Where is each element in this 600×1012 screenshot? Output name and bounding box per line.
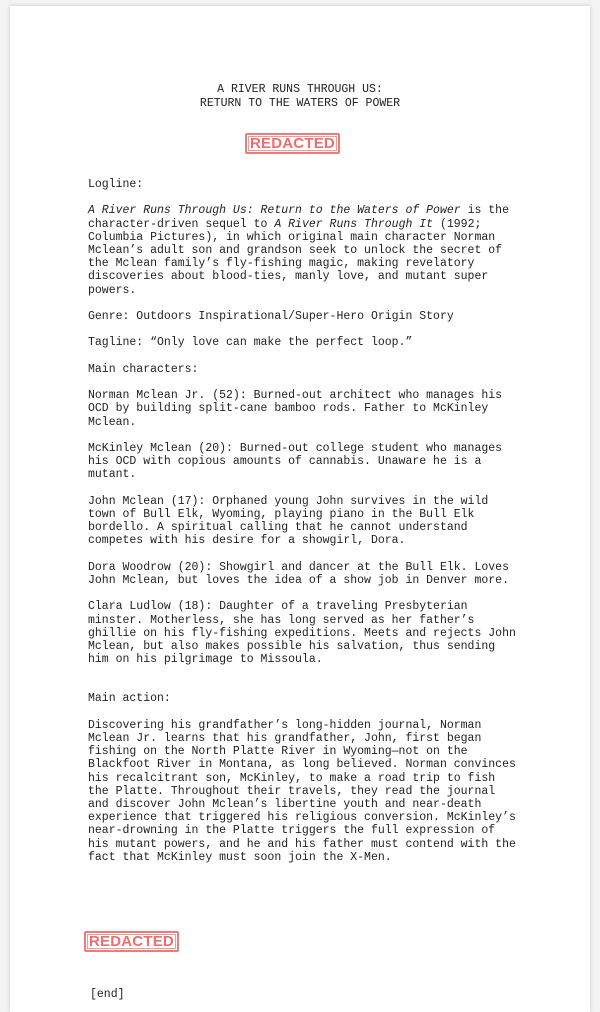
character-entry: Clara Ludlow (18): Daughter of a traveling Presbyterian minster. Motherless, she has long served as her father’s ghillie on his fly-fishing expeditions. Meets and rejects John Mclean, but also makes possible his salvation, thus sending him on his pilgrimage to Missoula. <box>88 600 516 667</box>
title-line-1: A RIVER RUNS THROUGH US: <box>217 83 383 96</box>
title-line-2: RETURN TO THE WATERS OF POWER <box>199 97 401 110</box>
genre-line: Genre: Outdoors Inspirational/Super-Hero Origin Story <box>88 310 454 323</box>
redacted-stamp-bottom: REDACTED <box>84 931 179 952</box>
tagline-line: Tagline: “Only love can make the perfect loop.” <box>88 336 413 350</box>
logline-text-b: (1992; Columbia Pictures), in which original main character Norman Mclean’s adult son and grandson seek to unlock the secret of the Mclean family’s fly-fishing magic, making revelatory discoveries about blood-ties, manly love, and mutant super powers. <box>88 217 503 297</box>
character-entry: Dora Woodrow (20): Showgirl and dancer at the Bull Elk. Loves John Mclean, but loves the idea of a show job in Denver more. <box>88 560 509 587</box>
document-body <box>88 178 518 877</box>
logline-paragraph <box>88 204 518 296</box>
character-entry: McKinley Mclean (20): Burned-out college student who manages his OCD with copious amounts of cannabis. Unaware he is a mutant. <box>88 441 503 482</box>
character-entry: John Mclean (17): Orphaned young John survives in the wild town of Bull Elk, Wyoming, playing piano in the Bull Elk bordello. A spiritual calling that he cannot understand competes with his desire for a showgirl, Dora. <box>88 494 489 548</box>
logline-text-a: is the character-driven sequel to <box>88 204 509 231</box>
document-title <box>0 83 600 111</box>
logline-sequel-title: A River Runs Through It <box>274 217 434 231</box>
character-entry: Norman Mclean Jr. (52): Burned-out architect who manages his OCD by building split-cane bamboo rods. Father to McKinley Mclean. <box>88 389 503 429</box>
characters-heading: Main characters: <box>88 362 199 376</box>
logline-title: A River Runs Through Us: Return to the Waters of Power <box>88 204 461 218</box>
action-heading: Main action: <box>88 692 171 706</box>
action-paragraph: Discovering his grandfather’s long-hidden journal, Norman Mclean Jr. learns that his grandfather, John, first began fishing on the North Platte River in Wyoming—not on the Blackfoot River in Montana, as long believed. Norman convinces his recalcitrant son, McKinley, to make a road trip to fish the Platte. Throughout their travels, they read the journal and discover John Mclean’s libertine youth and near-death experience that triggered his religious conversion. McKinley’s near-drowning in the Platte triggers the full expression of his mutant powers, and he and his father must contend with the fact that McKinley must soon join the X-Men. <box>88 718 516 864</box>
logline-heading: Logline: <box>88 178 144 191</box>
end-marker: [end] <box>90 988 125 1001</box>
redacted-stamp-top: REDACTED <box>245 133 340 154</box>
